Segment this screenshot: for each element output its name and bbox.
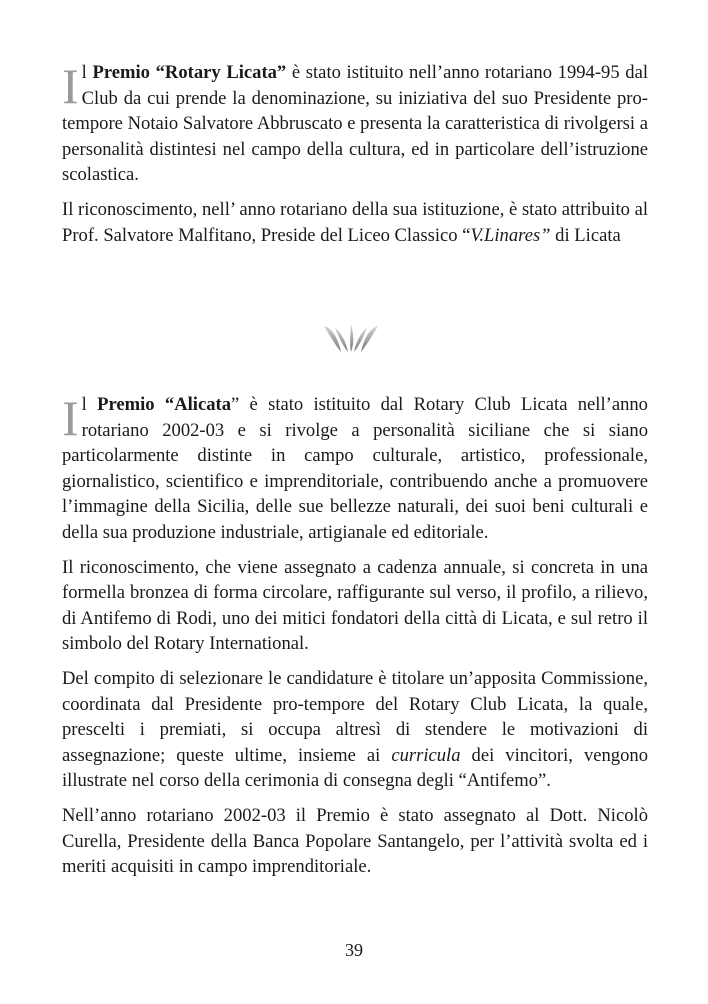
- award-name: Premio “Rotary Licata”: [92, 62, 287, 83]
- paragraph: Nell’anno rotariano 2002-03 il Premio è stato assegnato al Dott. Nicolò Curella, Presidente della Banca Popolare Santangelo, per l’attività svolta ed i meriti acquisiti in campo imprenditoriale.: [62, 804, 648, 878]
- paragraph: Il riconoscimento, che viene assegnato a cadenza annuale, si concreta in una formella bronzea di forma circolare, raffigurante sul verso, il profilo, a rilievo, di Antifemo di Rodi, uno dei mitici fondatori della città di Licata, e sul retro il simbolo del Rotary International.: [62, 556, 648, 655]
- school-name: V.Linares”: [470, 224, 551, 246]
- paragraph: [62, 60, 648, 188]
- award-name: Premio “Alicata: [97, 394, 231, 415]
- text: ” è stato istituito dal Rotary Club Licata nell’anno rotariano 2002-03 e si rivolge a personalità siciliane che si siano particolarmente distinte in campo culturale, artistico, professionale, giornalistico, scientifico e imprenditoriale, contribuendo anche a promuovere l’immagine della Sicilia, delle sue bellezze naturali, dei suoi beni culturali e della sua produzione industriale, artigianale ed editoriale.: [62, 394, 648, 543]
- drop-cap: I: [62, 58, 79, 114]
- text: l: [81, 394, 98, 415]
- text: è stato istituito nell’anno rotariano 1994-95 dal Club da cui prende la denominazione, su iniziativa del suo Presidente pro-tempore Notaio Salvatore Abbruscato e presenta la caratteristica di rivolgersi a personalità distintesi nel campo della cultura, ed in particolare dell’istruzione scolastica.: [62, 62, 648, 186]
- page-number: 39: [345, 940, 363, 960]
- paragraph: [62, 666, 648, 794]
- text: dei vincitori, vengono illustrate nel corso della cerimonia di consegna degli “Antifemo”.: [62, 744, 648, 792]
- paragraph: [62, 197, 648, 248]
- italic-term: curricula: [391, 744, 461, 766]
- rotary-leaf-ornament-icon: [322, 322, 380, 354]
- paragraph: [62, 392, 648, 546]
- text: Il riconoscimento, nell’ anno rotariano della sua istituzione, è stato attribuito al Prof. Salvatore Malfitano, Preside del Liceo Classico “: [62, 198, 648, 246]
- text: Del compito di selezionare le candidature è titolare un’apposita Commissione, coordinata dal Presidente pro-tempore del Rotary Club Licata, la quale, prescelti i premiati, si occupa altresì di stendere le motivazioni di assegnazione; queste ultime, insieme ai: [62, 667, 648, 766]
- text: l: [81, 62, 93, 83]
- drop-cap: I: [62, 390, 79, 446]
- text: di Licata: [550, 224, 621, 246]
- section-premio-rotary-licata: [62, 60, 648, 257]
- section-premio-alicata: [62, 392, 648, 889]
